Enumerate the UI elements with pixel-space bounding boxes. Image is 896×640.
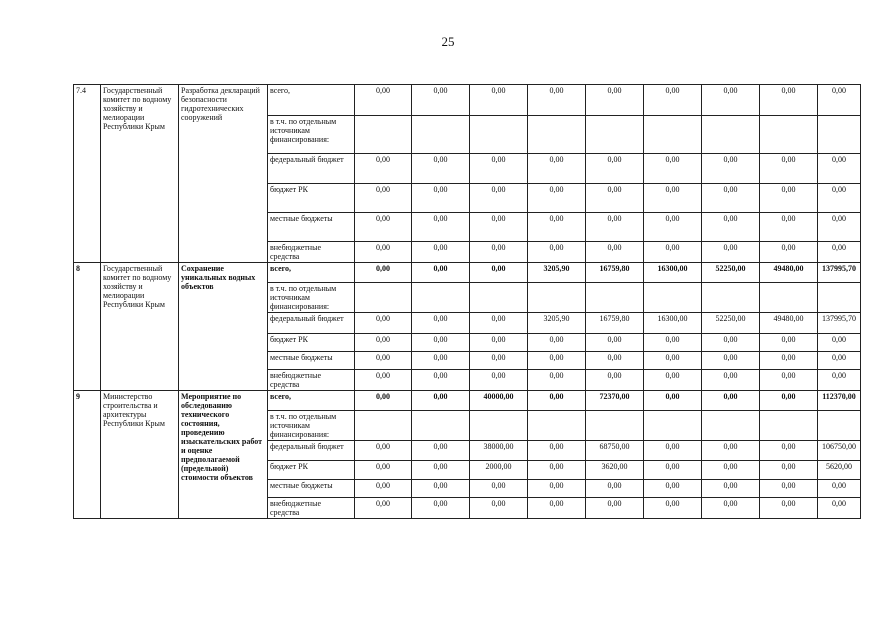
table-row — [74, 263, 861, 283]
amount-cell: 3205,90 — [528, 313, 586, 334]
amount-cell: 0,00 — [818, 213, 861, 242]
funding-source-label: местные бюджеты — [268, 480, 355, 498]
amount-cell: 0,00 — [818, 480, 861, 498]
funding-source-label: всего, — [268, 263, 355, 283]
amount-cell — [528, 283, 586, 313]
amount-cell — [818, 116, 861, 154]
amount-cell — [528, 411, 586, 441]
amount-cell: 0,00 — [470, 313, 528, 334]
amount-cell: 0,00 — [528, 391, 586, 411]
amount-cell: 0,00 — [355, 352, 412, 370]
amount-cell: 0,00 — [412, 154, 470, 184]
amount-cell — [470, 283, 528, 313]
amount-cell: 49480,00 — [760, 313, 818, 334]
amount-cell: 0,00 — [818, 184, 861, 213]
amount-cell: 0,00 — [412, 461, 470, 480]
amount-cell: 52250,00 — [702, 263, 760, 283]
amount-cell: 0,00 — [644, 213, 702, 242]
amount-cell: 0,00 — [470, 242, 528, 263]
amount-cell: 0,00 — [528, 480, 586, 498]
funding-source-label: внебюджетные средства — [268, 498, 355, 519]
item-number: 7.4 — [74, 85, 101, 263]
funding-source-label: в т.ч. по отдельным источникам финансирования: — [268, 411, 355, 441]
amount-cell — [412, 116, 470, 154]
amount-cell: 0,00 — [470, 213, 528, 242]
funding-source-label: внебюджетные средства — [268, 370, 355, 391]
amount-cell: 0,00 — [528, 352, 586, 370]
amount-cell — [702, 116, 760, 154]
amount-cell: 0,00 — [702, 370, 760, 391]
amount-cell: 0,00 — [760, 370, 818, 391]
amount-cell: 0,00 — [760, 498, 818, 519]
amount-cell: 0,00 — [355, 334, 412, 352]
amount-cell: 52250,00 — [702, 313, 760, 334]
amount-cell: 0,00 — [644, 461, 702, 480]
amount-cell — [355, 283, 412, 313]
amount-cell — [760, 411, 818, 441]
funding-source-label: бюджет РК — [268, 461, 355, 480]
amount-cell: 0,00 — [355, 85, 412, 116]
amount-cell: 0,00 — [355, 370, 412, 391]
activity-name: Сохранение уникальных водных объектов — [179, 263, 268, 391]
amount-cell — [586, 116, 644, 154]
amount-cell: 0,00 — [412, 184, 470, 213]
amount-cell: 0,00 — [528, 85, 586, 116]
amount-cell: 0,00 — [412, 480, 470, 498]
amount-cell: 0,00 — [702, 480, 760, 498]
amount-cell: 0,00 — [586, 334, 644, 352]
amount-cell: 0,00 — [586, 480, 644, 498]
amount-cell: 0,00 — [470, 352, 528, 370]
amount-cell: 0,00 — [760, 184, 818, 213]
amount-cell: 0,00 — [528, 213, 586, 242]
amount-cell: 0,00 — [818, 85, 861, 116]
amount-cell — [644, 283, 702, 313]
amount-cell: 0,00 — [470, 154, 528, 184]
amount-cell: 0,00 — [355, 213, 412, 242]
funding-source-label: федеральный бюджет — [268, 154, 355, 184]
amount-cell: 0,00 — [412, 85, 470, 116]
amount-cell: 0,00 — [470, 263, 528, 283]
amount-cell: 0,00 — [355, 480, 412, 498]
amount-cell — [412, 411, 470, 441]
amount-cell: 0,00 — [470, 334, 528, 352]
amount-cell: 0,00 — [760, 334, 818, 352]
amount-cell: 0,00 — [644, 480, 702, 498]
amount-cell: 0,00 — [760, 480, 818, 498]
table-row — [74, 85, 861, 116]
amount-cell: 0,00 — [355, 441, 412, 461]
amount-cell: 0,00 — [528, 334, 586, 352]
amount-cell: 106750,00 — [818, 441, 861, 461]
amount-cell: 0,00 — [470, 370, 528, 391]
item-number: 9 — [74, 391, 101, 519]
funding-source-label: в т.ч. по отдельным источникам финансирования: — [268, 116, 355, 154]
activity-name: Разработка деклараций безопасности гидротехнических сооружений — [179, 85, 268, 263]
activity-name: Мероприятие по обследованию технического состояния, проведению изыскательских работ и оценке предполагаемой (предельной) стоимости объектов — [179, 391, 268, 519]
amount-cell: 137995,70 — [818, 263, 861, 283]
amount-cell: 40000,00 — [470, 391, 528, 411]
amount-cell — [355, 116, 412, 154]
amount-cell: 0,00 — [528, 154, 586, 184]
amount-cell: 0,00 — [760, 213, 818, 242]
amount-cell: 0,00 — [644, 391, 702, 411]
amount-cell: 0,00 — [818, 498, 861, 519]
budget-table — [73, 84, 861, 519]
amount-cell: 0,00 — [644, 441, 702, 461]
amount-cell: 0,00 — [586, 352, 644, 370]
funding-source-label: всего, — [268, 391, 355, 411]
amount-cell: 68750,00 — [586, 441, 644, 461]
amount-cell: 0,00 — [412, 391, 470, 411]
amount-cell: 0,00 — [644, 334, 702, 352]
amount-cell: 0,00 — [528, 184, 586, 213]
amount-cell — [470, 116, 528, 154]
amount-cell: 0,00 — [528, 370, 586, 391]
amount-cell: 0,00 — [818, 370, 861, 391]
amount-cell: 5620,00 — [818, 461, 861, 480]
amount-cell: 16300,00 — [644, 263, 702, 283]
amount-cell: 0,00 — [586, 498, 644, 519]
amount-cell: 0,00 — [470, 498, 528, 519]
amount-cell: 0,00 — [470, 184, 528, 213]
amount-cell — [818, 283, 861, 313]
amount-cell: 0,00 — [702, 242, 760, 263]
amount-cell: 0,00 — [412, 334, 470, 352]
item-number: 8 — [74, 263, 101, 391]
table-row — [74, 391, 861, 411]
amount-cell: 0,00 — [586, 213, 644, 242]
amount-cell: 0,00 — [818, 352, 861, 370]
amount-cell: 0,00 — [355, 184, 412, 213]
amount-cell: 16759,80 — [586, 263, 644, 283]
amount-cell: 0,00 — [412, 352, 470, 370]
amount-cell: 0,00 — [702, 154, 760, 184]
amount-cell: 0,00 — [644, 352, 702, 370]
amount-cell: 0,00 — [702, 334, 760, 352]
funding-source-label: местные бюджеты — [268, 352, 355, 370]
amount-cell: 0,00 — [355, 498, 412, 519]
amount-cell: 0,00 — [470, 85, 528, 116]
amount-cell: 16300,00 — [644, 313, 702, 334]
amount-cell — [644, 411, 702, 441]
amount-cell — [760, 116, 818, 154]
amount-cell: 2000,00 — [470, 461, 528, 480]
funding-source-label: бюджет РК — [268, 334, 355, 352]
amount-cell: 0,00 — [702, 213, 760, 242]
funding-source-label: бюджет РК — [268, 184, 355, 213]
amount-cell: 0,00 — [355, 461, 412, 480]
amount-cell — [702, 283, 760, 313]
amount-cell: 0,00 — [528, 498, 586, 519]
amount-cell: 0,00 — [702, 498, 760, 519]
funding-source-label: местные бюджеты — [268, 213, 355, 242]
amount-cell — [702, 411, 760, 441]
amount-cell — [528, 116, 586, 154]
amount-cell: 38000,00 — [470, 441, 528, 461]
amount-cell: 16759,80 — [586, 313, 644, 334]
amount-cell: 0,00 — [528, 242, 586, 263]
amount-cell: 0,00 — [702, 184, 760, 213]
amount-cell: 0,00 — [412, 213, 470, 242]
amount-cell: 0,00 — [355, 263, 412, 283]
amount-cell: 0,00 — [818, 334, 861, 352]
amount-cell: 3205,90 — [528, 263, 586, 283]
funding-source-label: федеральный бюджет — [268, 441, 355, 461]
amount-cell: 0,00 — [702, 441, 760, 461]
amount-cell: 0,00 — [760, 242, 818, 263]
amount-cell — [412, 283, 470, 313]
amount-cell: 0,00 — [355, 154, 412, 184]
amount-cell: 0,00 — [644, 370, 702, 391]
amount-cell: 0,00 — [412, 242, 470, 263]
amount-cell: 0,00 — [818, 242, 861, 263]
amount-cell: 0,00 — [702, 85, 760, 116]
amount-cell: 0,00 — [644, 498, 702, 519]
funding-source-label: федеральный бюджет — [268, 313, 355, 334]
amount-cell: 0,00 — [412, 498, 470, 519]
responsible-organization: Государственный комитет по водному хозяйству и мелиорации Республики Крым — [101, 85, 179, 263]
amount-cell: 0,00 — [644, 184, 702, 213]
amount-cell — [760, 283, 818, 313]
responsible-organization: Государственный комитет по водному хозяйству и мелиорации Республики Крым — [101, 263, 179, 391]
amount-cell: 3620,00 — [586, 461, 644, 480]
amount-cell: 0,00 — [412, 263, 470, 283]
amount-cell: 49480,00 — [760, 263, 818, 283]
amount-cell: 0,00 — [355, 391, 412, 411]
amount-cell: 0,00 — [818, 154, 861, 184]
amount-cell: 137995,70 — [818, 313, 861, 334]
amount-cell: 0,00 — [412, 441, 470, 461]
amount-cell: 0,00 — [586, 242, 644, 263]
amount-cell — [586, 411, 644, 441]
amount-cell — [470, 411, 528, 441]
amount-cell: 0,00 — [760, 391, 818, 411]
amount-cell: 0,00 — [586, 154, 644, 184]
funding-source-label: внебюджетные средства — [268, 242, 355, 263]
amount-cell: 0,00 — [586, 370, 644, 391]
amount-cell — [586, 283, 644, 313]
amount-cell: 0,00 — [702, 391, 760, 411]
amount-cell: 0,00 — [412, 370, 470, 391]
amount-cell: 0,00 — [760, 441, 818, 461]
amount-cell — [644, 116, 702, 154]
funding-source-label: всего, — [268, 85, 355, 116]
amount-cell — [818, 411, 861, 441]
amount-cell: 0,00 — [528, 461, 586, 480]
amount-cell — [355, 411, 412, 441]
amount-cell: 0,00 — [760, 461, 818, 480]
amount-cell: 0,00 — [470, 480, 528, 498]
page-number: 25 — [441, 34, 455, 49]
amount-cell: 72370,00 — [586, 391, 644, 411]
amount-cell: 0,00 — [355, 242, 412, 263]
amount-cell: 0,00 — [412, 313, 470, 334]
amount-cell: 0,00 — [355, 313, 412, 334]
amount-cell: 112370,00 — [818, 391, 861, 411]
amount-cell: 0,00 — [644, 242, 702, 263]
responsible-organization: Министерство строительства и архитектуры Республики Крым — [101, 391, 179, 519]
amount-cell: 0,00 — [702, 461, 760, 480]
amount-cell: 0,00 — [586, 85, 644, 116]
funding-source-label: в т.ч. по отдельным источникам финансирования: — [268, 283, 355, 313]
amount-cell: 0,00 — [586, 184, 644, 213]
amount-cell: 0,00 — [760, 85, 818, 116]
amount-cell: 0,00 — [528, 441, 586, 461]
amount-cell: 0,00 — [760, 352, 818, 370]
amount-cell: 0,00 — [644, 154, 702, 184]
amount-cell: 0,00 — [644, 85, 702, 116]
amount-cell: 0,00 — [760, 154, 818, 184]
amount-cell: 0,00 — [702, 352, 760, 370]
